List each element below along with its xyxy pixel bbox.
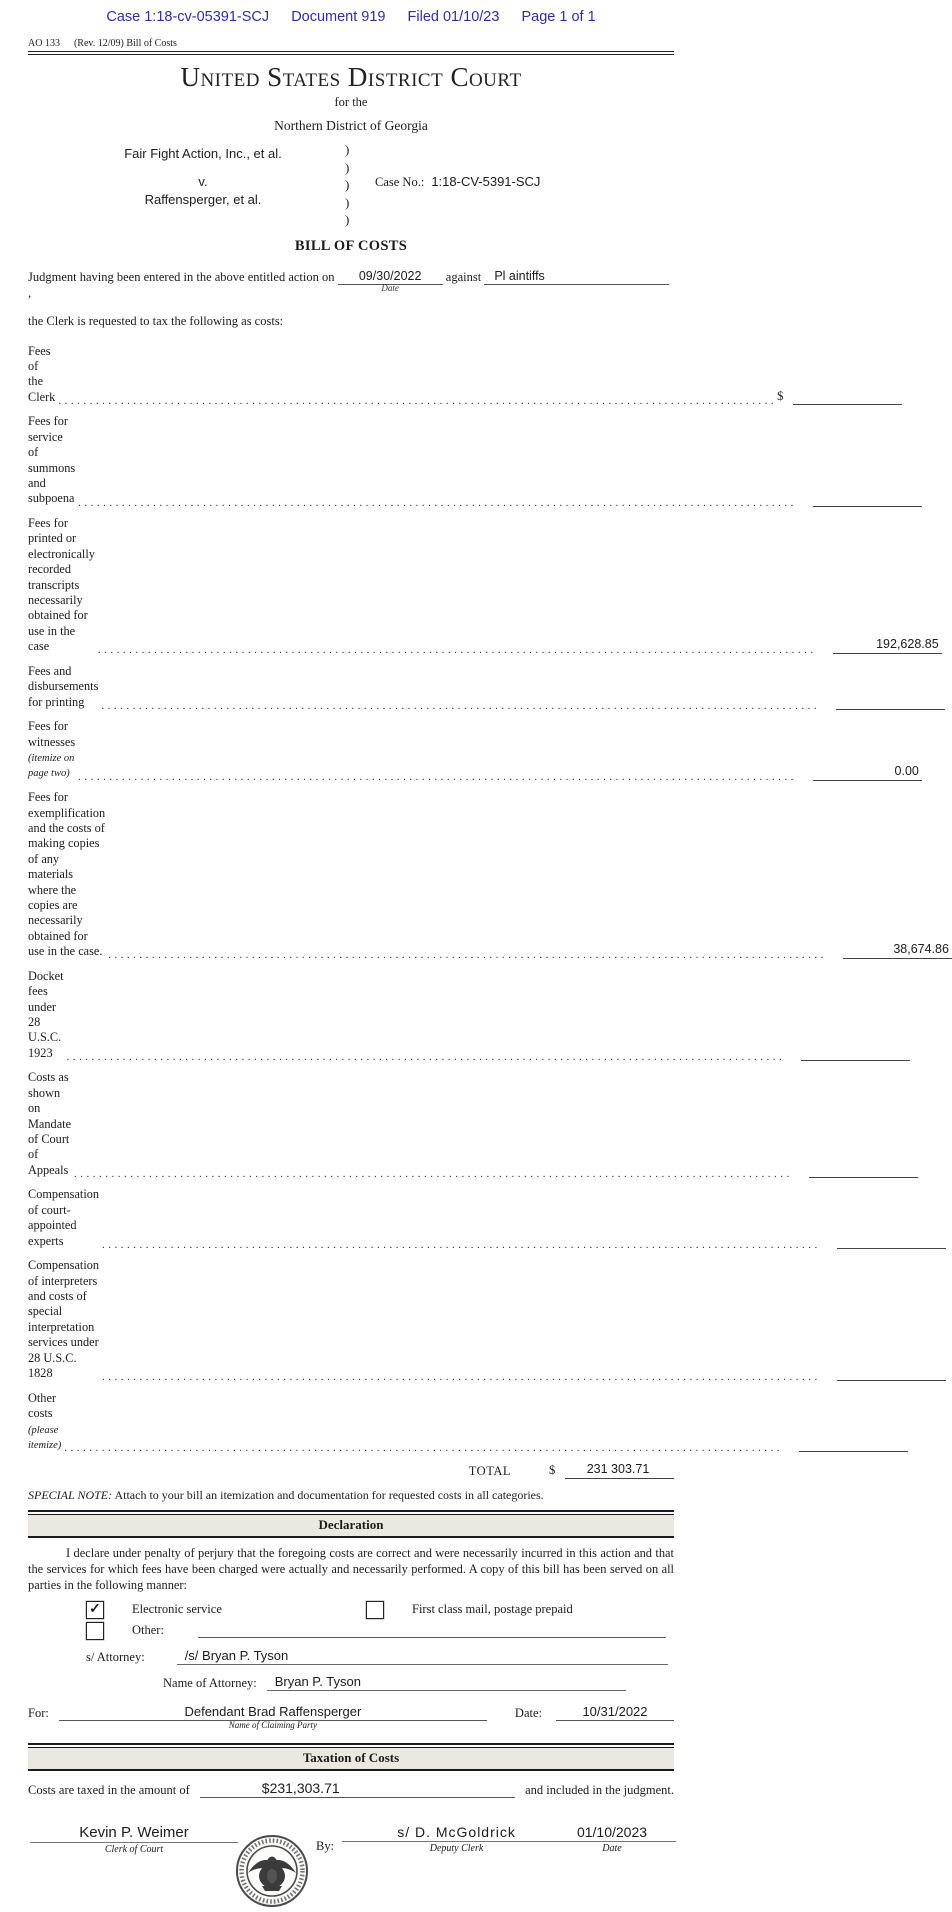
- total-row: [28, 1462, 674, 1479]
- dot-leader: [67, 1049, 786, 1061]
- fee-amount-field: [837, 1364, 946, 1381]
- declaration-header-text: Declaration: [28, 1514, 674, 1538]
- taxation-date-caption: Date: [602, 1842, 622, 1854]
- total-label: TOTAL: [468, 1463, 511, 1478]
- attorney-name-row: [163, 1674, 674, 1691]
- ecf-page: Page 1 of 1: [521, 9, 596, 25]
- form-meta: [28, 38, 674, 49]
- ecf-filed: Filed 01/10/23: [407, 9, 500, 25]
- dot-leader: [102, 1369, 821, 1381]
- attorney-name-label: Name of Attorney:: [163, 1675, 257, 1690]
- case-number-value: 1:18-CV-5391-SCJ: [431, 174, 541, 189]
- plaintiff-name: Fair Fight Action, Inc., et al.: [124, 146, 282, 161]
- currency-sign: [783, 1451, 799, 1452]
- currency-sign: [820, 709, 836, 710]
- claiming-party-value: Defendant Brad Raffensperger: [184, 1703, 362, 1719]
- judgment-date-field: [338, 268, 443, 293]
- ecf-stamp: [0, 0, 702, 25]
- judgment-date-value: 09/30/2022: [358, 269, 422, 283]
- currency-sign: $: [777, 388, 784, 403]
- attorney-sig-label: s/ Attorney:: [86, 1649, 145, 1664]
- declaration-section-header: [28, 1510, 674, 1538]
- form-number: AO 133: [28, 38, 60, 49]
- attorney-signature-field: /s/ Bryan P. Tyson: [177, 1648, 668, 1665]
- deputy-caption: Deputy Clerk: [429, 1842, 484, 1854]
- declaration-date-field: 10/31/2022: [556, 1704, 674, 1721]
- fee-row: [28, 1391, 674, 1452]
- electronic-service-checkbox: ✓: [86, 1601, 104, 1619]
- deputy-signature-field: s/ D. McGoldrick: [342, 1824, 571, 1842]
- judgment-pre-text: Judgment having been entered in the above entitled action on: [28, 270, 335, 284]
- taxed-amount-post: and included in the judgment.: [525, 1782, 674, 1797]
- against-party-field: [484, 268, 669, 285]
- page-title: BILL OF COSTS: [294, 238, 408, 254]
- fee-label-note: (please itemize): [28, 1424, 62, 1451]
- fee-row: [28, 719, 919, 780]
- taxed-amount-field: $231,303.71: [200, 1780, 515, 1798]
- fee-row: [28, 790, 949, 959]
- against-label: against: [445, 270, 482, 284]
- first-class-mail-label: First class mail, postage prepaid: [412, 1602, 573, 1617]
- judgment-comma: ,: [28, 286, 32, 301]
- currency-sign: [827, 958, 843, 959]
- dot-leader: [78, 495, 797, 507]
- fee-label: Compensation of court-appointed experts: [28, 1187, 100, 1248]
- fee-label: Fees and disbursements for printing: [28, 663, 99, 709]
- currency-sign: [797, 506, 813, 507]
- fee-row: [28, 1187, 674, 1248]
- fee-label: Costs as shown on Mandate of Court of Appeals: [28, 1070, 72, 1177]
- caption-parens: ) ) ) ) ): [345, 142, 350, 228]
- fee-amount-field: [793, 388, 902, 405]
- for-label: For:: [28, 1705, 49, 1720]
- fee-row: [28, 969, 674, 1061]
- fee-amount-field: [837, 1232, 946, 1249]
- attorney-signature-row: [86, 1648, 674, 1665]
- special-note-text: Attach to your bill an itemization and documentation for requested costs in all categories.: [114, 1487, 544, 1502]
- taxed-amount-pre: Costs are taxed in the amount of: [28, 1782, 190, 1797]
- fee-row: [28, 414, 674, 506]
- case-number-label: Case No.:: [375, 175, 425, 189]
- dot-leader: [108, 947, 827, 959]
- dot-leader: [74, 1166, 793, 1178]
- by-label: By:: [316, 1838, 335, 1853]
- fee-row: [28, 1070, 674, 1178]
- judgment-line: [28, 268, 674, 302]
- taxed-amount-row: [28, 1780, 674, 1798]
- clerk-name-field: Kevin P. Weimer: [30, 1824, 238, 1843]
- fee-amount-field: 38,674.86: [843, 942, 952, 959]
- first-class-mail-checkbox: [366, 1601, 384, 1619]
- fee-amount-field: [836, 693, 945, 710]
- dot-leader: [58, 393, 777, 405]
- other-checkbox: [86, 1622, 104, 1640]
- fee-amount-field: [813, 490, 922, 507]
- fee-label: Other costs (please itemize): [28, 1390, 62, 1451]
- other-label: Other:: [132, 1623, 164, 1638]
- dot-leader: [78, 769, 797, 781]
- court-district: Northern District of Georgia: [274, 118, 428, 133]
- claiming-party-field: [59, 1703, 487, 1730]
- dot-leader: [102, 1237, 821, 1249]
- declaration-date-label: Date:: [514, 1705, 542, 1720]
- fee-row: [28, 1258, 674, 1381]
- attorney-name-field: Bryan P. Tyson: [267, 1674, 626, 1691]
- special-note: [28, 1488, 674, 1503]
- taxation-header-text: Taxation of Costs: [28, 1747, 674, 1771]
- special-note-label: SPECIAL NOTE:: [28, 1487, 113, 1502]
- against-party-value: Pl aintiffs: [494, 269, 545, 283]
- deputy-clerk-block: [316, 1824, 571, 1854]
- clerk-signature-block: [28, 1812, 674, 1902]
- claiming-party-caption: Name of Claiming Party: [228, 1719, 317, 1730]
- currency-sign: [797, 780, 813, 781]
- case-caption: [28, 144, 674, 230]
- versus-label: v.: [198, 174, 208, 189]
- fee-amount-field: [809, 1161, 918, 1178]
- fee-amount-field: [799, 1435, 908, 1452]
- form-revision: (Rev. 12/09) Bill of Costs: [73, 38, 177, 49]
- court-title: United States District Court: [180, 62, 522, 92]
- ecf-document: Document 919: [291, 9, 386, 25]
- currency-sign: [821, 1380, 837, 1381]
- taxation-section-header: [28, 1743, 674, 1771]
- judgment-date-caption: Date: [381, 283, 399, 293]
- fee-row: [28, 664, 674, 710]
- clerk-caption: Clerk of Court: [104, 1843, 164, 1855]
- dot-leader: [98, 642, 817, 654]
- other-blank-line: [198, 1623, 666, 1638]
- fee-amount-field: [801, 1044, 910, 1061]
- court-seal-image: [235, 1834, 309, 1908]
- fee-items-list: [28, 343, 949, 1453]
- judgment-line2: the Clerk is requested to tax the following as costs:: [28, 313, 284, 328]
- taxation-date-block: [548, 1824, 676, 1854]
- taxation-date-field: 01/10/2023: [548, 1824, 676, 1842]
- declaration-paragraph: I declare under penalty of perjury that the foregoing costs are correct and were necessarily incurred in this action and that the services for which fees have been charged were actually and necessarily performed. A copy of this bill has been served on all parties in the following manner:: [28, 1545, 674, 1593]
- fee-row: [28, 343, 784, 405]
- clerk-of-court-block: [30, 1824, 238, 1855]
- currency-sign: [817, 653, 833, 654]
- electronic-service-label: Electronic service: [132, 1602, 222, 1617]
- dot-leader: [64, 1440, 783, 1452]
- total-amount-field: 231 303.71: [565, 1462, 674, 1479]
- ecf-case: Case 1:18-cv-05391-SCJ: [106, 9, 270, 25]
- fee-label: Fees for witnesses (itemize on page two): [28, 719, 76, 780]
- fee-label: Docket fees under 28 U.S.C. 1923: [28, 968, 64, 1060]
- dot-leader: [101, 698, 820, 710]
- currency-sign: [785, 1060, 801, 1061]
- header-rule: [28, 51, 674, 55]
- fee-label: Fees for service of summons and subpoena: [28, 414, 76, 506]
- currency-sign: [793, 1177, 809, 1178]
- fee-row: [28, 516, 939, 654]
- fee-label-note: (itemize on page two): [28, 753, 75, 780]
- claiming-party-row: [28, 1703, 674, 1730]
- fee-label: Fees for exemplification and the costs of making copies of any materials where the copies are necessarily obtained for use in the case.: [28, 790, 106, 958]
- case-number: [375, 174, 540, 190]
- service-method-checkboxes: [28, 1601, 674, 1640]
- defendant-name: Raffensperger, et al.: [144, 192, 262, 207]
- fee-amount-field: 0.00: [813, 764, 922, 781]
- court-for-the: for the: [334, 95, 368, 109]
- fee-label: Compensation of interpreters and costs of special interpretation services under 28 U.S.C. 1828: [28, 1258, 100, 1380]
- court-seal: [235, 1834, 309, 1912]
- fee-amount-field: 192,628.85: [833, 637, 942, 654]
- currency-sign: [821, 1248, 837, 1249]
- total-currency: $: [549, 1462, 556, 1477]
- fee-label: Fees of the Clerk: [28, 343, 56, 404]
- fee-label: Fees for printed or electronically recorded transcripts necessarily obtained for use in the case: [28, 516, 95, 653]
